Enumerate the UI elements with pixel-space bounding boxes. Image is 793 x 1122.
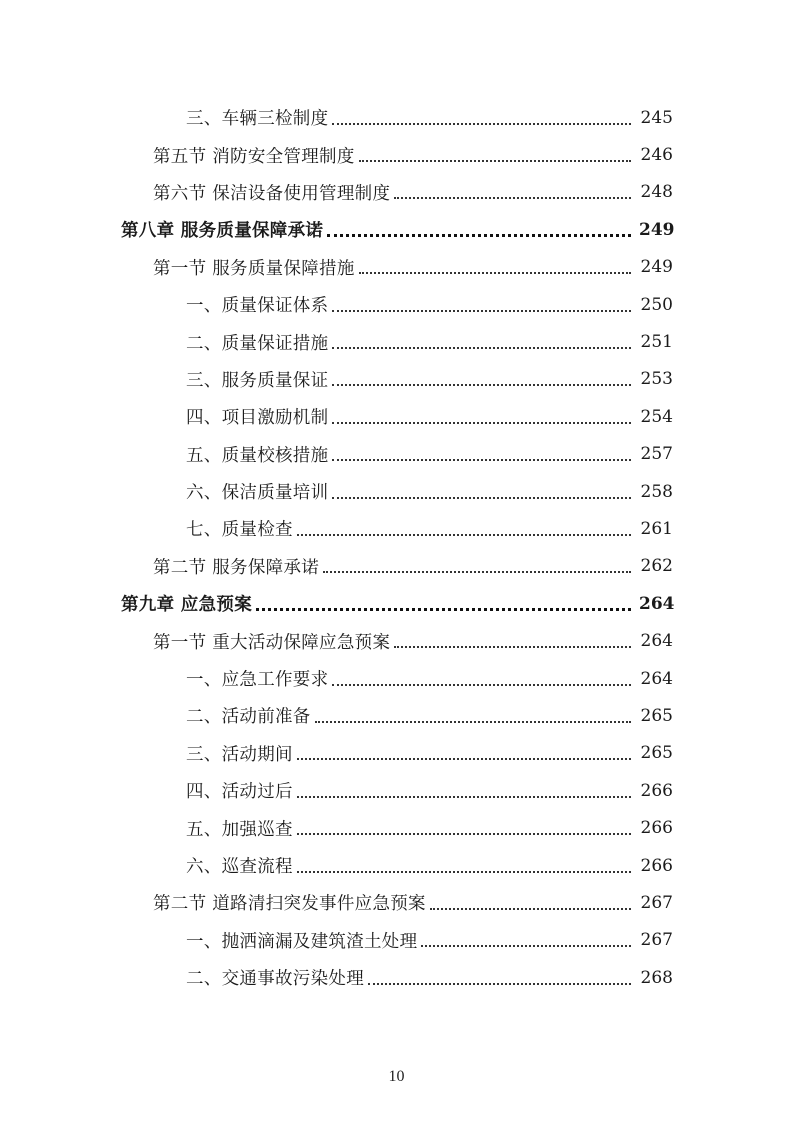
table-of-contents <box>0 99 793 996</box>
toc-dot-leader <box>332 684 631 686</box>
toc-entry-page: 265 <box>640 743 673 764</box>
toc-entry-title: 三、服务质量保证 <box>186 370 329 391</box>
toc-entry-page: 249 <box>640 257 673 278</box>
toc-entry-page: 267 <box>640 930 673 951</box>
toc-entry-page: 254 <box>640 406 673 427</box>
toc-entry[interactable] <box>0 735 793 772</box>
toc-entry-title: 二、活动前准备 <box>186 707 311 728</box>
toc-dot-leader <box>297 871 631 873</box>
toc-entry-title: 二、交通事故污染处理 <box>186 969 364 990</box>
toc-entry-page: 261 <box>640 518 673 539</box>
toc-dot-leader <box>332 310 631 312</box>
toc-entry-page: 264 <box>639 593 675 614</box>
toc-entry-page: 265 <box>640 705 673 726</box>
toc-entry[interactable] <box>0 398 793 435</box>
toc-entry[interactable] <box>0 697 793 734</box>
toc-entry-page: 253 <box>640 369 673 390</box>
toc-entry-page: 257 <box>640 444 673 465</box>
toc-entry-title: 四、项目激励机制 <box>186 408 329 429</box>
toc-entry-title: 五、加强巡查 <box>186 819 293 840</box>
toc-entry-page: 266 <box>640 818 673 839</box>
toc-dot-leader <box>421 945 631 947</box>
toc-entry-title: 第五节 消防安全管理制度 <box>153 146 355 167</box>
toc-entry-page: 246 <box>640 145 673 166</box>
toc-entry[interactable] <box>0 286 793 323</box>
toc-entry-page: 266 <box>640 780 673 801</box>
toc-dot-leader <box>332 347 631 349</box>
toc-entry-title: 第一节 服务质量保障措施 <box>153 258 355 279</box>
toc-entry[interactable] <box>0 548 793 585</box>
toc-entry[interactable] <box>0 959 793 996</box>
toc-entry[interactable] <box>0 323 793 360</box>
toc-entry-page: 251 <box>640 332 673 353</box>
toc-entry-title: 第六节 保洁设备使用管理制度 <box>153 183 391 204</box>
toc-entry-title: 三、活动期间 <box>186 744 293 765</box>
toc-dot-leader <box>327 234 631 237</box>
toc-entry-title: 四、活动过后 <box>186 782 293 803</box>
toc-entry[interactable] <box>0 473 793 510</box>
toc-dot-leader <box>323 571 631 573</box>
toc-dot-leader <box>256 608 631 611</box>
toc-dot-leader <box>332 459 631 461</box>
toc-entry-title: 七、质量检查 <box>186 520 293 541</box>
toc-entry-title: 第一节 重大活动保障应急预案 <box>153 632 391 653</box>
toc-chapter-entry[interactable] <box>0 585 793 622</box>
toc-entry[interactable] <box>0 174 793 211</box>
toc-dot-leader <box>430 908 631 910</box>
toc-entry[interactable] <box>0 772 793 809</box>
toc-entry-title: 六、保洁质量培训 <box>186 483 329 504</box>
toc-dot-leader <box>297 758 631 760</box>
toc-entry-page: 264 <box>640 668 673 689</box>
toc-entry-page: 250 <box>640 294 673 315</box>
toc-entry-title: 一、应急工作要求 <box>186 670 329 691</box>
toc-entry-page: 266 <box>640 855 673 876</box>
toc-entry[interactable] <box>0 922 793 959</box>
toc-dot-leader <box>332 384 631 386</box>
toc-dot-leader <box>297 534 631 536</box>
toc-entry[interactable] <box>0 99 793 136</box>
toc-entry[interactable] <box>0 249 793 286</box>
toc-entry-page: 245 <box>640 107 673 128</box>
toc-dot-leader <box>368 983 631 985</box>
toc-dot-leader <box>332 422 631 424</box>
toc-entry-page: 267 <box>640 892 673 913</box>
toc-entry-page: 268 <box>640 967 673 988</box>
toc-dot-leader <box>359 160 631 162</box>
toc-dot-leader <box>332 123 631 125</box>
toc-entry[interactable] <box>0 436 793 473</box>
toc-entry-page: 262 <box>640 556 673 577</box>
toc-entry[interactable] <box>0 622 793 659</box>
toc-entry-page: 249 <box>639 219 675 240</box>
toc-entry-title: 三、车辆三检制度 <box>186 109 329 130</box>
toc-entry[interactable] <box>0 510 793 547</box>
toc-entry-page: 258 <box>640 481 673 502</box>
toc-dot-leader <box>394 197 631 199</box>
toc-entry-title: 二、质量保证措施 <box>186 333 329 354</box>
toc-entry-title: 六、巡查流程 <box>186 857 293 877</box>
toc-dot-leader <box>297 796 631 798</box>
toc-entry-title: 第八章 服务质量保障承诺 <box>121 221 324 242</box>
toc-chapter-entry[interactable] <box>0 211 793 248</box>
toc-entry-title: 第二节 道路清扫突发事件应急预案 <box>153 894 426 915</box>
toc-entry-title: 一、质量保证体系 <box>186 296 329 317</box>
toc-entry-page: 264 <box>640 631 673 652</box>
toc-dot-leader <box>394 646 631 648</box>
toc-entry[interactable] <box>0 847 793 884</box>
page-number: 10 <box>388 1068 405 1085</box>
toc-dot-leader <box>332 497 631 499</box>
toc-entry-title: 第二节 服务保障承诺 <box>153 557 320 578</box>
toc-entry-title: 一、抛洒滴漏及建筑渣土处理 <box>186 931 418 952</box>
toc-dot-leader <box>359 272 631 274</box>
toc-entry-page: 248 <box>640 182 673 203</box>
toc-dot-leader <box>315 721 631 723</box>
toc-entry[interactable] <box>0 361 793 398</box>
toc-entry[interactable] <box>0 884 793 921</box>
toc-dot-leader <box>297 833 631 835</box>
toc-entry[interactable] <box>0 809 793 846</box>
toc-entry[interactable] <box>0 136 793 173</box>
toc-entry-title: 第九章 应急预案 <box>121 595 252 616</box>
toc-entry-title: 五、质量校核措施 <box>186 445 329 466</box>
toc-entry[interactable] <box>0 660 793 697</box>
